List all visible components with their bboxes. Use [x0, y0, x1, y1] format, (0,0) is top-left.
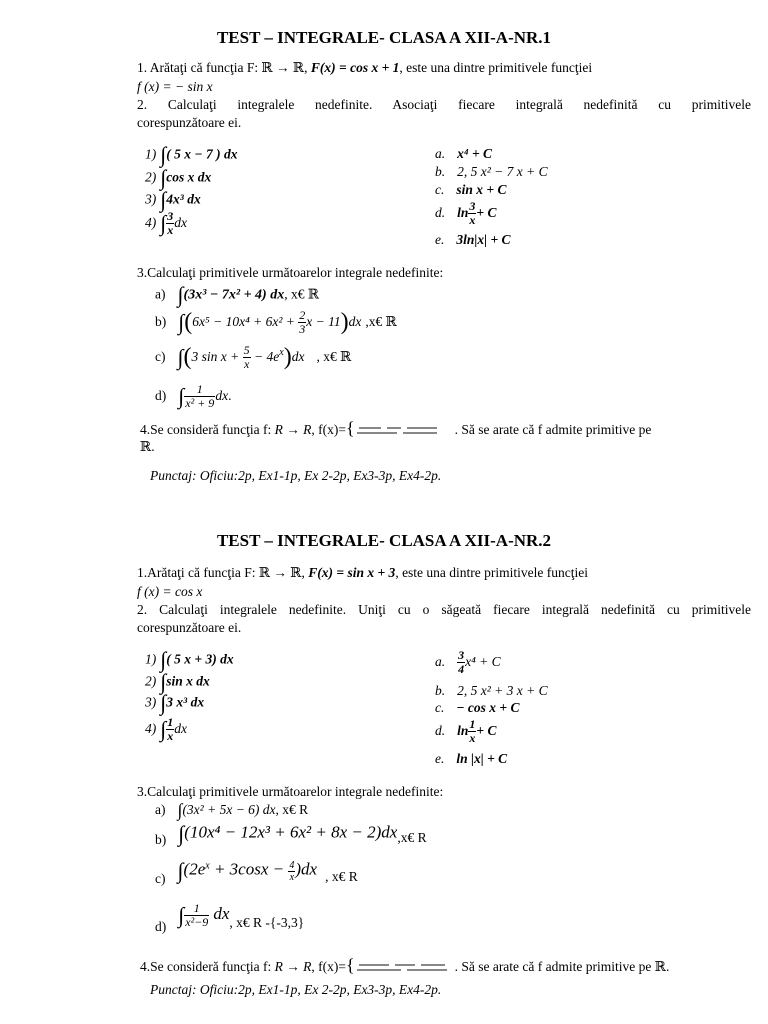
- test2-answer-d: d. ln $\frac{1}{x}$ + C: [435, 717, 497, 745]
- test1-question-4-end: ℝ.: [140, 439, 155, 454]
- test1-punctaj: Punctaj: Oficiu:2p, Ex1-1p, Ex 2-2p, Ex3-3p, Ex4-2p.: [150, 468, 442, 483]
- test1-question-2-line2: corespunzătoare ei.: [137, 115, 242, 130]
- test2-question-2-line2: corespunzătoare ei.: [137, 620, 242, 635]
- test1-question-2-line1: 2. Calculaţi integralele nedefinite. Asociaţi fiecare integrală nedefinită cu primitivele: [137, 97, 751, 112]
- test1-question-3-title: 3.Calculaţi primitivele următoarelor integrale nedefinite:: [137, 265, 444, 280]
- test2-integral-4: 4) ∫ $\frac{1}{x}$ dx: [145, 715, 188, 743]
- test2-integral-3: 3) ∫3 x³ dx: [145, 690, 205, 715]
- test1-answer-c: c. sin x + C: [435, 182, 507, 197]
- test1-integral-4: 4) ∫ $\frac{3}{x}$ dx: [145, 209, 188, 237]
- test2-f-expression: f (x) = cos x: [137, 584, 203, 599]
- test2-answer-b: b. 2, 5 x² + 3 x + C: [435, 683, 548, 698]
- test1-question-4: 4.Se consideră funcţia f: R → R, f(x)={ . Să se arate că f admite primitive pe: [140, 418, 652, 438]
- test1-integral-2: 2) ∫cos x dx: [145, 165, 212, 190]
- test1-q3-item-c: c) ∫(3 sin x + $\frac{5}{x}$ − $4e^x)dx$ , x€ ℝ: [155, 343, 352, 371]
- integral-sign-icon: ∫: [160, 142, 167, 167]
- test2-answer-e: e. ln |x| + C: [435, 751, 508, 766]
- piecewise-function-blurred: [355, 426, 455, 436]
- test1-title: TEST – INTEGRALE- CLASA A XII-A-NR.1: [216, 28, 552, 47]
- integral-sign-icon: ∫: [160, 647, 167, 672]
- test2-question-2-line1: 2. Calculaţi integralele nedefinite. Uniţi cu o săgeată fiecare integrală nedefinită cu primitivele: [137, 602, 751, 617]
- test1-integral-1: 1) ∫( 5 x − 7 ) dx: [145, 142, 238, 167]
- test2-question-1: 1.Arătaţi că funcţia F: ℝ → ℝ, F(x) = sin x + 3, este una dintre primitivele funcţiei: [137, 565, 588, 580]
- test1-q3-item-b: b) ∫(6x⁵ − 10x⁴ + 6x² + $\frac{2}{3}$ x − 11)dx ,x€ ℝ: [155, 308, 397, 336]
- test1-answer-b: b. 2, 5 x² − 7 x + C: [435, 164, 548, 179]
- test1-question-1: 1. Arătaţi că funcţia F: ℝ → ℝ, F(x) = cos x + 1, este una dintre primitivele funcţiei: [137, 60, 593, 75]
- test1-answer-e: e. 3ln|x| + C: [435, 232, 511, 247]
- test2-q3-item-a: a) ∫(3x² + 5x − 6) dx, x€ R: [155, 800, 309, 820]
- test2-F-expression: F(x) = sin x + 3: [308, 565, 396, 580]
- test2-integral-1: 1) ∫( 5 x + 3) dx: [145, 647, 234, 672]
- integral-sign-icon: ∫: [160, 716, 167, 742]
- integral-sign-icon: ∫: [160, 690, 167, 715]
- test2-question-4: 4.Se consideră funcţia f: R → R, f(x)={ . Să se arate că f admite primitive pe ℝ.: [140, 955, 670, 975]
- test2-answer-c: c. − cos x + C: [435, 700, 520, 715]
- test2-integral-2: 2) ∫sin x dx: [145, 669, 210, 694]
- test1-q3-item-a: a) ∫(3x³ − 7x² + 4) dx, x€ ℝ: [155, 282, 320, 307]
- fraction: $\frac{3}{x}$: [167, 209, 174, 237]
- test2-punctaj: Punctaj: Oficiu:2p, Ex1-1p, Ex 2-2p, Ex3-3p, Ex4-2p.: [150, 982, 442, 997]
- test2-q3-item-b: $_{b)}$ $\int(10x^4 - 12x^3 + 6x^2 + 8x - 2)dx_{,x€ R}$: [155, 821, 427, 847]
- test1-q3-item-d: d) ∫ $\frac{1}{\text{x² + 9}}$ dx.: [155, 382, 232, 410]
- test2-question-3-title: 3.Calculaţi primitivele următoarelor integrale nedefinite:: [137, 784, 444, 799]
- integral-sign-icon: ∫: [160, 210, 167, 236]
- test1-integral-3: 3) ∫4x³ dx: [145, 187, 201, 212]
- test2-answer-a: a. $\frac{3}{4}$ x⁴ + C: [435, 648, 501, 676]
- test2-q3-item-d: $_{d)}$ ∫ $\frac{1}{\text{x²−9}}$ $dx_{, x€ R -\{-3,3\}}$: [155, 901, 305, 935]
- test1-answer-a: a. x⁴ + C: [435, 146, 493, 161]
- integral-sign-icon: ∫: [160, 187, 167, 212]
- integral-sign-icon: ∫: [160, 165, 167, 190]
- piecewise-function-blurred: [355, 963, 455, 973]
- test2-title: TEST – INTEGRALE- CLASA A XII-A-NR.2: [216, 531, 552, 550]
- test1-answer-d: d. ln $\frac{3}{x}$ + C: [435, 199, 497, 227]
- test1-f-expression: f (x) = − sin x: [137, 79, 213, 94]
- integral-sign-icon: ∫: [160, 669, 167, 694]
- test2-q3-item-c: $_{c)}$ $\int(2e^x + 3\cos x$ − $\frac{4}{x}$ )dx $_{, x€ R}$: [155, 858, 358, 886]
- test1-F-expression: F(x) = cos x + 1: [310, 60, 400, 75]
